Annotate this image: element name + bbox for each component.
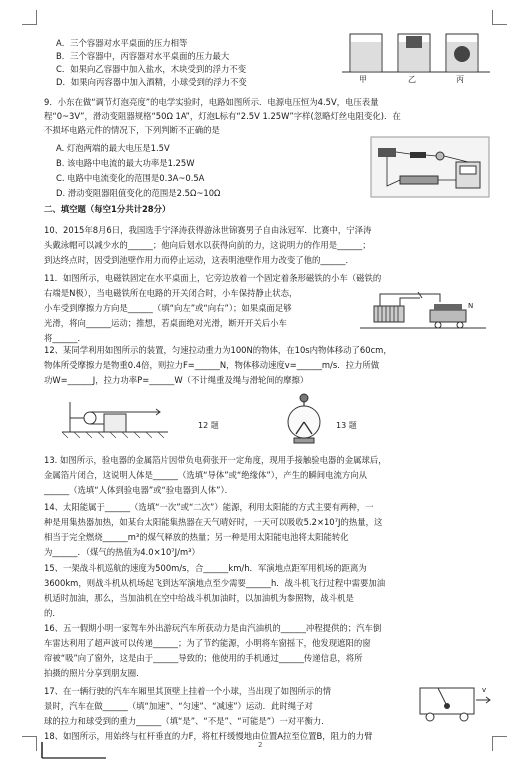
- question-text: 到达终点时，因受到池壁作用力而停止运动，这表明池壁作用力改变了他的______．: [44, 255, 354, 265]
- option-c: C．如果向乙容器中加入盐水，木块受到的浮力不变: [56, 64, 247, 74]
- crop-mark: [22, 736, 37, 751]
- question-text: 为______．（煤气的热值为4.0×10⁷J/m³）: [44, 547, 200, 557]
- question-18: 18、如图所示，用始终与杠杆垂直的力F，将杠杆缓慢地由位置A拉至位置B，阻力的力臂: [44, 731, 373, 741]
- crop-mark: [492, 10, 507, 25]
- option-a: A. 灯泡两端的最大电压是1.5V: [56, 143, 170, 153]
- question-16: 16、五一假期小明一家驾车外出游玩汽车所获动力是由汽油机的______冲程提供的；汽车倒: [44, 623, 382, 633]
- figure-cart-ball: [416, 684, 494, 724]
- question-text: 金属箔片闭合，这说明人体是______（选填“导体”或“绝缘体”），产生的瞬间电流方向从: [44, 470, 368, 480]
- question-text: 车雷达利用了超声波可以传递______；为了节约能源，小明将车窗摇下，他发现遮阳的窗: [44, 638, 371, 648]
- question-text: 右端是N极），当电磁铁所在电路的开关闭合时，小车保持静止状态，: [44, 288, 298, 298]
- figure-containers: [342, 24, 492, 84]
- question-text: 种是用集热器加热，如某台太阳能集热器在天气晴好时，一天可以吸收5.2×10⁷J的热量，这: [44, 517, 383, 527]
- figure-electromagnet: [360, 288, 488, 336]
- question-text: 小车受到摩擦力方向是______（填“向左”或“向右”）；如果桌面足够: [44, 303, 292, 313]
- label-bing: 丙: [456, 75, 464, 84]
- figure-12-label: 12 题: [198, 421, 219, 430]
- option-b: B. 该电路中电流的最大功率是1.25W: [56, 158, 195, 168]
- crop-mark: [22, 10, 37, 25]
- figure-pulley: [60, 392, 170, 438]
- option-c: C. 电路中电流变化的范围是0.3A~0.5A: [56, 173, 205, 183]
- question-text: 景时，汽车在做______（填“加速”、“匀速”、“减速”）运动．此时绳子对: [44, 701, 313, 711]
- label-magnet-n: N: [468, 302, 474, 310]
- question-text: 光滑，将向______运动；推想，若桌面绝对光滑，断开开关后小车: [44, 318, 287, 328]
- option-b: B．三个容器中，丙容器对水平桌面的压力最大: [56, 51, 230, 61]
- question-text: 相当于完全燃烧______m³的煤气释放的热量；另一种是用太阳能电池将太阳能转化: [44, 532, 349, 542]
- question-text: 物体所受摩擦力是物重0.4倍，则拉力F=______N，物体移动速度v=______m/s．拉力所做: [44, 360, 380, 370]
- question-text: 3600km，则战斗机从机场起飞到达军演地点至少需要______h．战斗机飞行过程中需要加油: [44, 578, 386, 588]
- question-text: 的．: [44, 608, 61, 618]
- label-jia: 甲: [359, 75, 367, 84]
- question-17: 17、在一辆行驶的汽车车厢里其顶壁上挂着一个小球，当出现了如图所示的情: [44, 686, 332, 696]
- question-text: ______（选填“人体到验电器”或“验电器到人体”）．: [44, 485, 234, 495]
- question-13: 13. 如图所示，验电器的金属箔片因带负电荷张开一定角度，现用手接触验电器的金属球后，: [44, 455, 387, 465]
- question-11: 11．如图所示，电磁铁固定在水平桌面上，它旁边放着一个固定着条形磁铁的小车（磁铁的: [44, 273, 382, 283]
- question-14: 14、太阳能属于______（选填“一次”或“二次”）能源，利用太阳能的方式主要有两种，一: [44, 502, 374, 512]
- option-d: D．如果向丙容器中加入酒精，小球受到的浮力不变: [56, 77, 247, 87]
- label-car-v: v: [482, 686, 487, 694]
- section-heading: 二、填空题（每空1分共计28分）: [44, 204, 171, 214]
- question-text: 帘被“吸”向了窗外，这是由于______导致的；他使用的手机通过______传递信息，将所: [44, 653, 363, 663]
- question-9: 9．小东在做“调节灯泡亮度”的电学实验时，电路如图所示．电源电压恒为4.5V，电压表量: [44, 97, 379, 107]
- question-text: 程“0~3V”，滑动变阻器规格“50Ω 1A”，灯泡L标有“2.5V 1.25W”字样(忽略灯丝电阻变化)．在: [44, 111, 401, 121]
- question-text: 球的拉力和球受到的重力______（填“是”、“不是”、“可能是”）一对平衡力．: [44, 716, 330, 726]
- figure-circuit: [370, 136, 490, 198]
- page-number: 2: [258, 741, 263, 749]
- question-10: 10、2015年8月6日，我国选手宁泽涛获得游泳世锦赛男子自由泳冠军．比赛中，宁泽涛: [44, 225, 372, 235]
- question-text: 机适时加油，那么，当加油机在空中给战斗机加油时，以加油机为参照物，战斗机是: [44, 593, 354, 603]
- question-text: 将______．: [44, 333, 86, 343]
- question-15: 15、一架战斗机巡航的速度为500m/s，合______km/h．军演地点距军用机场的距离为: [44, 563, 367, 573]
- option-d: D. 滑动变阻器阻值变化的范围是2.5Ω~10Ω: [56, 188, 221, 198]
- crop-mark: [492, 736, 507, 751]
- option-a: A．三个容器对水平桌面的压力相等: [56, 38, 188, 48]
- question-text: 拍摄的照片分享到朋友圈．: [44, 668, 145, 678]
- question-text: 头戴泳帽可以减少水的______；他向后划水以获得向前的力，这说明力的作用是______；: [44, 240, 371, 250]
- figure-electroscope: [280, 392, 328, 444]
- question-12: 12、某同学利用如图所示的装置，匀速拉动重力为100N的物体，在10s内物体移动了60cm，: [44, 345, 392, 355]
- label-yi: 乙: [408, 75, 416, 84]
- question-text: 功W=______J，拉力功率P=______W（不计绳重及绳与滑轮间的摩擦）: [44, 375, 309, 385]
- question-text: 不损坏电路元件的情况下，下列判断不正确的是: [44, 125, 220, 135]
- figure-lever: [36, 742, 116, 760]
- figure-13-label: 13 题: [336, 421, 357, 430]
